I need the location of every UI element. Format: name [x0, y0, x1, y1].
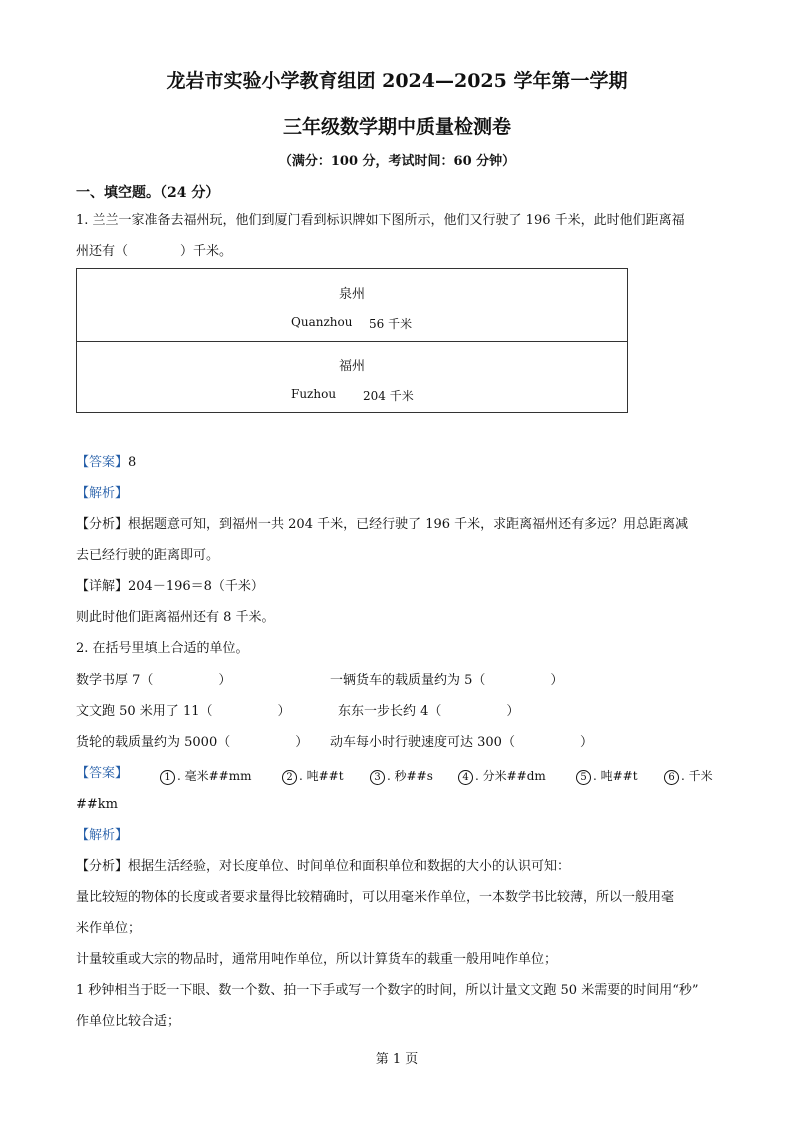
q1-stem-line1: 1. 兰兰一家准备去福州玩，他们到厦门看到标识牌如下图所示，他们又行驶了 196 千米，此时他们距离福	[76, 213, 685, 228]
section-heading: 一、填空题。（24 分）	[76, 185, 220, 201]
answer-option: 2 . 吨##t	[282, 767, 344, 785]
circled-number: 3	[370, 770, 385, 785]
circled-number: 2	[282, 770, 297, 785]
fenxi-text: 根据生活经验，对长度单位、时间单位和面积单位和数据的大小的认识可知：	[128, 859, 571, 874]
q2-para: 1 秒钟相当于眨一下眼、数一个数、拍一下手或写一个数字的时间，所以计量文文跑 50 米需要的时间用“秒”	[76, 983, 699, 998]
fenxi-text: 根据题意可知，到福州一共 204 千米，已经行驶了 196 千米，求距离福州还有多远？用总距离减	[128, 517, 689, 532]
q1-answer	[76, 455, 136, 471]
q1-xiangjie	[76, 579, 264, 595]
sign-row-fuzhou	[77, 341, 627, 413]
q2-para: 计量较重或大宗的物品时，通常用吨作单位，所以计算货车的载重一般用吨作单位；	[76, 952, 558, 967]
q2-item: 文文跑 50 米用了 11（ ）	[76, 704, 291, 719]
fenxi-label: 【分析】	[76, 517, 129, 532]
q2-item: 东东一步长约 4（ ）	[338, 704, 520, 719]
q2-para: 作单位比较合适；	[76, 1014, 181, 1029]
q2-item: 动车每小时行驶速度可达 300（ ）	[330, 735, 593, 750]
answer-option: 6 . 千米	[664, 767, 713, 785]
q2-para: 量比较短的物体的长度或者要求量得比较精确时，可以用毫米作单位，一本数学书比较薄，所以一般用毫	[76, 890, 675, 905]
page-number: 第 1 页	[375, 1052, 419, 1067]
circled-number: 6	[664, 770, 679, 785]
answer-option: 4 . 分米##dm	[458, 767, 546, 785]
sign-city: 泉州	[338, 287, 365, 302]
q2-item: 货轮的载质量约为 5000（ ）	[76, 735, 309, 750]
sign-row-quanzhou	[77, 269, 627, 342]
exam-title: 龙岩市实验小学教育组团 2024—2025 学年第一学期	[166, 70, 628, 92]
sign-city: 福州	[338, 359, 365, 374]
sign-pinyin: Quanzhou	[291, 315, 353, 329]
answer-value: 8	[128, 455, 137, 470]
answer-option: 1 . 毫米##mm	[160, 767, 252, 785]
answer-wrap: ##km	[76, 797, 118, 812]
circled-number: 4	[458, 770, 473, 785]
road-sign	[76, 268, 628, 413]
sign-distance: 204 千米	[363, 389, 414, 403]
exam-subtitle: 三年级数学期中质量检测卷	[282, 116, 511, 138]
answer-option: 3 . 秒##s	[370, 767, 433, 785]
q1-fenxi-line1	[76, 517, 688, 533]
q2-fenxi-intro	[76, 859, 570, 875]
analysis-label: 【解析】	[76, 486, 129, 501]
q1-stem-line2: 州还有（ ）千米。	[76, 244, 233, 259]
exam-info: （满分：100 分，考试时间：60 分钟）	[278, 154, 516, 169]
sign-distance: 56 千米	[369, 317, 413, 331]
answer-label: 【答案】	[76, 766, 129, 781]
q1-conclusion: 则此时他们距离福州还有 8 千米。	[76, 610, 275, 625]
q2-para: 米作单位；	[76, 921, 142, 936]
circled-number: 5	[576, 770, 591, 785]
fenxi-label: 【分析】	[76, 859, 129, 874]
answer-label: 【答案】	[76, 455, 129, 470]
q2-stem: 2. 在括号里填上合适的单位。	[76, 641, 249, 656]
analysis-label: 【解析】	[76, 828, 129, 843]
answer-option: 5 . 吨##t	[576, 767, 638, 785]
sign-pinyin: Fuzhou	[291, 387, 337, 401]
q2-item: 数学书厚 7（ ）	[76, 673, 232, 688]
circled-number: 1	[160, 770, 175, 785]
q1-fenxi-line2: 去已经行驶的距离即可。	[76, 548, 220, 563]
xiangjie-text: 204－196＝8（千米）	[128, 579, 264, 594]
xiangjie-label: 【详解】	[76, 579, 129, 594]
q2-item: 一辆货车的载质量约为 5（ ）	[330, 673, 564, 688]
